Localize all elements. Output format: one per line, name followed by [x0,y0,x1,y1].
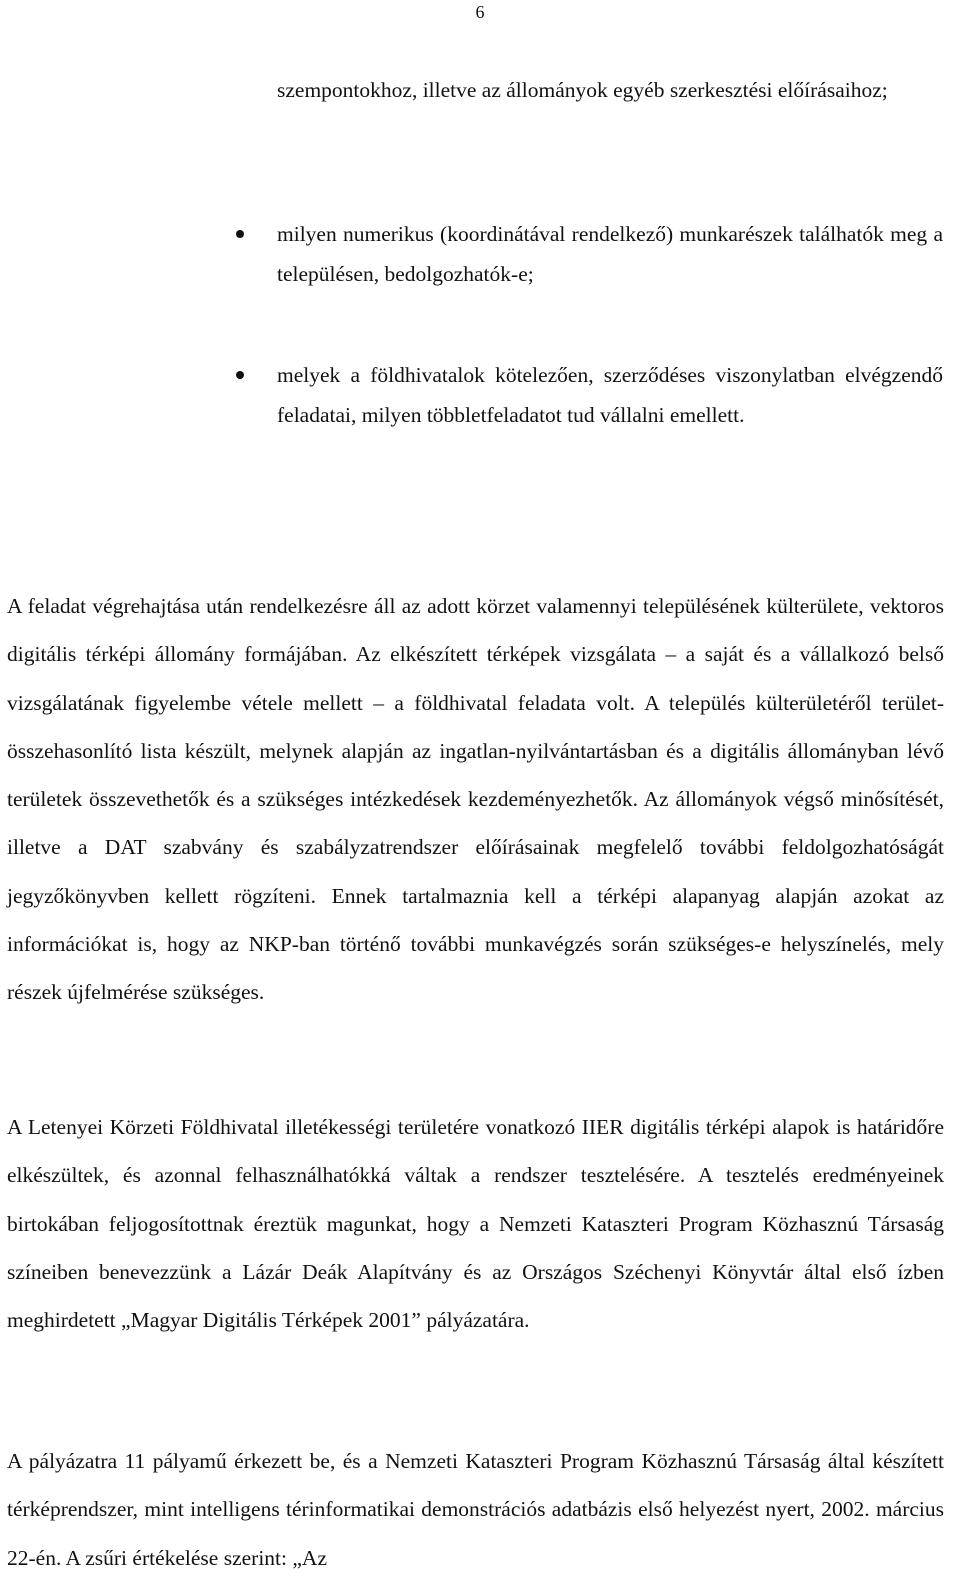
continuation-text: szempontokhoz, illetve az állományok egyéb szerkesztési előírásaihoz; [277,78,888,102]
bullet-text: milyen numerikus (koordinátával rendelkező) munkarészek találhatók meg a településen, bedolgozhatók-e; [277,222,943,286]
bullet-icon [236,371,244,379]
bullet-item [277,214,943,294]
bullet-item [277,355,943,435]
page-number: 6 [475,2,485,22]
body-paragraph: A Letenyei Körzeti Földhivatal illetékességi területére vonatkozó IIER digitális térképi alapok is határidőre elkészültek, és azonnal felhasználhatókká váltak a rendszer tesztelésére. A tesztelés eredményeinek birtokában feljogosítottnak éreztük magunkat, hogy a Nemzeti Kataszteri Program Közhasznú Társaság színeiben benevezzünk a Lázár Deák Alapítvány és az Országos Széchenyi Könyvtár által első ízben meghirdetett „Magyar Digitális Térképek 2001” pályázatára. [7,1115,944,1333]
bullet-icon [236,230,244,238]
body-paragraph: A feladat végrehajtása után rendelkezésre áll az adott körzet valamennyi településének külterülete, vektoros digitális térképi állomány formájában. Az elkészített térképek vizsgálata – a saját és a vállalkozó belső vizsgálatának figyelembe vétele mellett – a földhivatal feladata volt. A település külterületéről terület-összehasonlító lista készült, melynek alapján az ingatlan-nyilvántartásban és a digitális állományban lévő területek összevethetők és a szükséges intézkedések kezdeményezhetők. Az állományok végső minősítését, illetve a DAT szabvány és szabályzatrendszer előírásainak megfelelő további feldolgozhatóságát jegyzőkönyvben kellett rögzíteni. Ennek tartalmaznia kell a térképi alapanyag alapján azokat az információkat is, hogy az NKP-ban történő további munkavégzés során szükséges-e helyszínelés, mely részek újfelmérése szükséges. [7,594,944,1005]
bullet-text: melyek a földhivatalok kötelezően, szerződéses viszonylatban elvégzendő feladatai, milyen többletfeladatot tud vállalni emellett. [277,363,943,427]
body-paragraph: A pályázatra 11 pályamű érkezett be, és a Nemzeti Kataszteri Program Közhasznú Társaság által készített térképrendszer, mint intelligens térinformatikai demonstrációs adatbázis első helyezést nyert, 2002. március 22-én. A zsűri értékelése szerint: „Az [7,1449,944,1570]
